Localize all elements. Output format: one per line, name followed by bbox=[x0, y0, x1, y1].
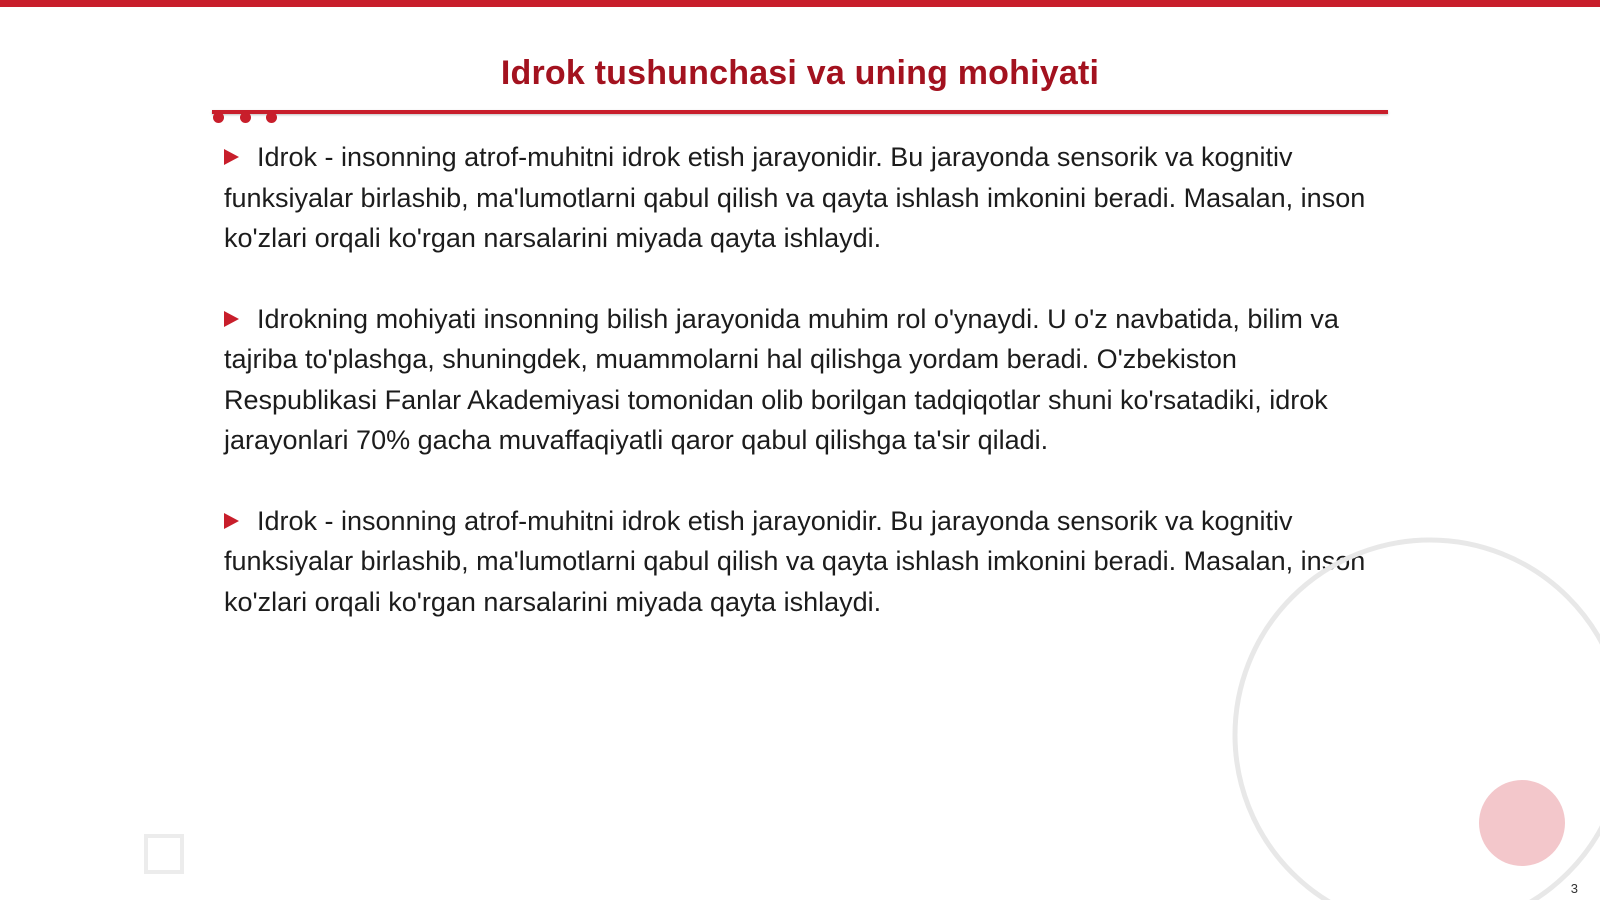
slide-title: Idrok tushunchasi va uning mohiyati bbox=[500, 54, 1100, 92]
bullet-text-3: Idrok - insonning atrof-muhitni idrok etish jarayonidir. Bu jarayonda sensorik va kognitiv funksiyalar birlashib, ma'lumotlarni qabul qilish va qayta ishlash imkonini beradi. Masalan, inson ko'zlari orqali ko'rgan narsalarini miyada qayta ishlaydi. bbox=[224, 505, 1366, 617]
decor-square-icon bbox=[146, 836, 182, 872]
page-number: 3 bbox=[1570, 881, 1578, 896]
bullet-text-2: Idrokning mohiyati insonning bilish jarayonida muhim rol o'ynaydi. U o'z navbatida, bilim va tajriba to'plashga, shuningdek, muammolarni hal qilishga yordam beradi. O'zbekiston Respublikasi Fanlar Akademiyasi tomonidan olib borilgan tadqiqotlar shuni ko'rsatadiki, idrok jarayonlari 70% gacha muvaffaqiyatli qaror qabul qilishga ta'sir qiladi. bbox=[224, 303, 1339, 455]
bullet-text-1: Idrok - insonning atrof-muhitni idrok etish jarayonidir. Bu jarayonda sensorik va kognitiv funksiyalar birlashib, ma'lumotlarni qabul qilish va qayta ishlash imkonini beradi. Masalan, inson ko'zlari orqali ko'rgan narsalarini miyada qayta ishlaydi. bbox=[224, 142, 1366, 253]
decor-disc-icon bbox=[1479, 780, 1565, 866]
